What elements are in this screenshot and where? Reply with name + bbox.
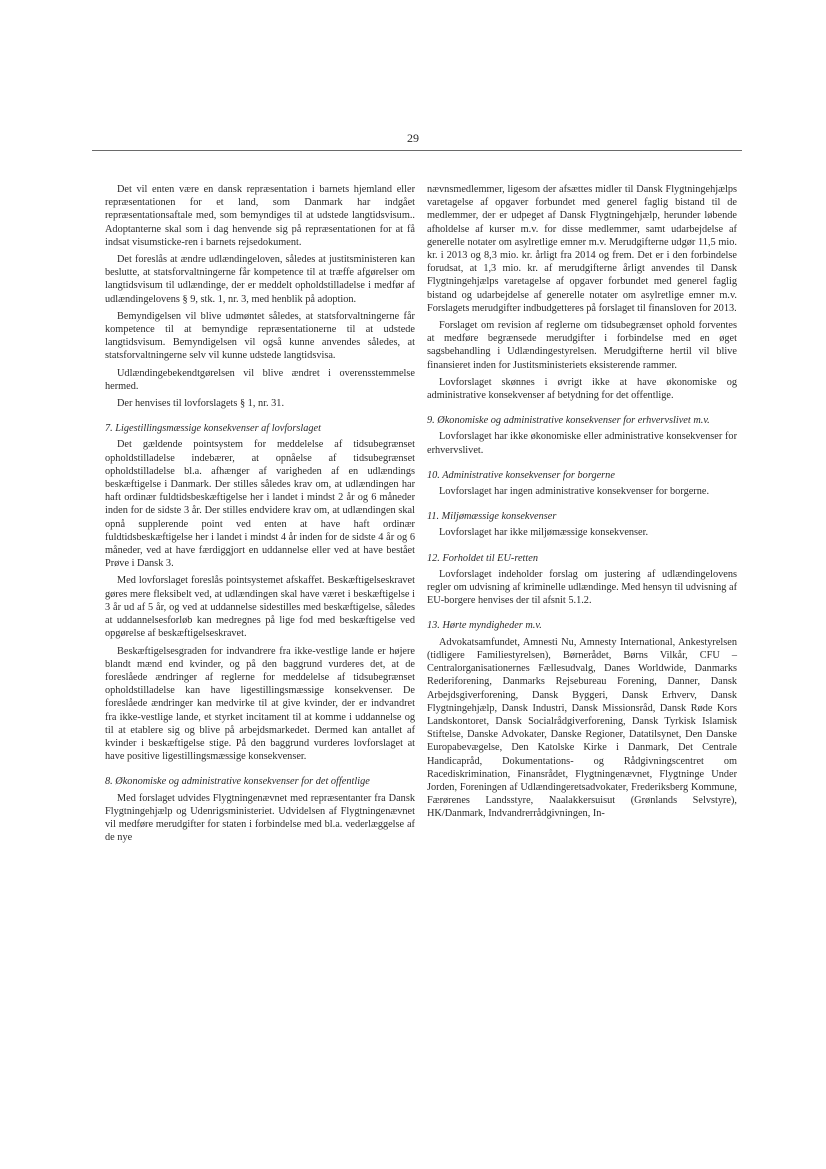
- paragraph: Udlændingebekendtgørelsen vil blive ændret i overensstemmelse hermed.: [105, 367, 415, 392]
- paragraph: Lovforslaget har ingen administrative konsekvenser for borgerne.: [439, 486, 710, 498]
- right-column: [427, 183, 737, 825]
- paragraph: Med forslaget udvides Flygtningenævnet med repræsentanter fra Dansk Flygtningehjælp og Udenrigsministeriet. Udvidelsen af Flygtningenævnet vil medføre merudgifter for staten i forbindelse med bl.a. vederlæggelse af de nye: [105, 792, 415, 844]
- paragraph: Lovforslaget indeholder forslag om justering af udlændingelovens regler om udvisning af kriminelle udlændinge. Med hensyn til udvisning af EU-borgere henvises der til afsnit 5.1.2.: [427, 568, 737, 607]
- paragraph: Det foreslås at ændre udlændingeloven, således at justitsministeren kan beslutte, at statsforvaltningerne får kompetence til at træffe afgørelser om langtidsvisum til udlændinge, der er meddelt opholdstilladelse i medfør af udlændingelovens § 9, stk. 1, nr. 3, med henblik på adoption.: [105, 254, 415, 305]
- section-heading: 8. Økonomiske og administrative konsekvenser for det offentlige: [105, 776, 370, 788]
- paragraph: Advokatsamfundet, Amnesti Nu, Amnesty International, Ankestyrelsen (tidligere Familiestyrelsen), Børnerådet, Børns Vilkår, CFU – Centralorganisationernes Fællesudvalg, Danes Worldwide, Danmarks Rederiforening, Danmarks Rejsebureau Forening, Danner, Dansk Arbejdsgiverforening, Dansk Byggeri, Dansk Erhverv, Dansk Flygtningehjælp, Dansk Industri, Dansk Missionsråd, Dansk Røde Kors Landskontoret, Dansk Socialrådgiverforening, Dansk Tyrkisk Islamisk Stiftelse, Danske Advokater, Danske Regioner, Datatilsynet, Den Danske Europabevægelse, Den Katolske Kirke i Danmark, Det Centrale Handicapråd, Dokumentations- og Rådgivningscentret om Racediskrimination, Finansrådet, Flygtningenævnet, Flygtninge Under Jorden, Foreningen af Udlændingeretsadvokater, Frederiksberg Kommune, Færørenes Landsstyre, Naalakkersuisut (Grønlands Selvstyre), HK/Danmark, Indvandrerrådgivningen, In-: [427, 636, 737, 820]
- page-number: 29: [407, 131, 419, 145]
- paragraph: Beskæftigelsesgraden for indvandrere fra ikke-vestlige lande er højere blandt mænd end kvinder, og på den baggrund vurderes det, at de foreslåede ændringer af reglerne for meddelelse af tidsubegrænset opholdstilladelse kan have ligestillingsmæssige konsekvenser. De foreslåede ændringer kan medvirke til at give kvinder, der er indvandret fra ikke-vestlige lande, et styrket incitament til at komme i uddannelse og til at etablere sig og blive på arbejdsmarkedet. Dermed kan antallet af kvinder i beskæftigelse stige. På den baggrund vurderes lovforslaget at have positive ligestillingsmæssige konsekvenser.: [105, 645, 415, 763]
- paragraph: Med lovforslaget foreslås pointsystemet afskaffet. Beskæftigelseskravet gøres mere fleksibelt ved, at udlændingen skal have været i beskæftigelse i 3 år ud af 5 år, og ved at uddannelse sidestilles med beskæftigelse, således at uddannelsesforløb kan medregnes på lige fod med beskæftigelse ved opgørelse af beskæftigelseskravet.: [105, 575, 415, 640]
- paragraph: Forslaget om revision af reglerne om tidsubegrænset ophold forventes at medføre begrænsede merudgifter i forbindelse med en øget sagsbehandling i Udlændingestyrelsen. Merudgifterne hertil vil blive finansieret inden for Justitsministeriets eksisterende rammer.: [427, 320, 737, 371]
- section-heading: 10. Administrative konsekvenser for borgerne: [427, 469, 615, 481]
- section-heading: 7. Ligestillingsmæssige konsekvenser af lovforslaget: [105, 423, 321, 435]
- section-heading: 12. Forholdet til EU-retten: [427, 552, 538, 564]
- paragraph: Lovforslaget har ikke økonomiske eller administrative konsekvenser for erhvervslivet.: [427, 431, 737, 456]
- left-column: [105, 183, 415, 848]
- section-heading: 11. Miljømæssige konsekvenser: [427, 511, 557, 523]
- paragraph: Der henvises til lovforslagets § 1, nr. 31.: [117, 398, 285, 410]
- paragraph: Det gældende pointsystem for meddelelse af tidsubegrænset opholdstilladelse indebærer, at opnåelse af tidsubegrænset opholdstilladelse bl.a. afhænger af varigheden af en udlændings beskæftigelse i Danmark. Der stilles således krav om, at udlændingen har haft ordinær fuldtidsbeskæftigelse her i landet i mindst 2 år og 6 måneder inden for de sidste 3 år. Der stilles endvidere krav om, at udlændingen skal opnå supplerende point ved enten at have haft ordinær fuldtidsbeskæftigelse her i landet i mindst 4 år inden for de sidste 4 år og 6 måneder, ved at have færdiggjort en uddannelse eller ved at have bestået Prøve i Dansk 3.: [105, 439, 415, 570]
- paragraph: Det vil enten være en dansk repræsentation i barnets hjemland eller repræsentationen for et land, som Danmark har indgået repræsentationsaftale med, som bemyndiges til at udstede langtidsvisum.. Adoptanterne skal som i dag henvende sig på repræsentationen for at få indsat visumsticke-ren i barnets rejsedokument.: [105, 184, 415, 248]
- section-heading: 13. Hørte myndigheder m.v.: [427, 620, 542, 632]
- section-heading: 9. Økonomiske og administrative konsekvenser for erhvervslivet m.v.: [427, 415, 710, 427]
- paragraph: nævnsmedlemmer, ligesom der afsættes midler til Dansk Flygtningehjælps varetagelse af opgaver forbundet med generel faglig bistand til de medlemmer, der er udpeget af Dansk Flygtningehjælp, herunder løbende afholdelse af kurser m.v. for disse medlemmer, samt udarbejdelse af generelle notater om asylretlige emner m.v. Merudgifterne udgør 11,5 mio. kr. i 2013 og 8,3 mio. kr. årligt fra 2014 og frem. Det er i den forbindelse forudsat, at 1,3 mio. kr. af merudgifterne årligt anvendes til Dansk Flygtningehjælps varetagelse af opgaver forbundet med generel faglig bistand og udarbejdelse af generelle notater om asylretlige emner m.v. Forslagets merudgifter indbudgetteres på forslaget til finansloven for 2013.: [427, 184, 737, 314]
- paragraph: Bemyndigelsen vil blive udmøntet således, at statsforvaltningerne får kompetence til at bemyndige repræsentationerne til at udstede langtidsvisum. Bemyndigelsen vil også kunne anvendes således, at statsforvaltningerne selv vil kunne udstede langtidsvisa.: [105, 310, 415, 362]
- paragraph: Lovforslaget skønnes i øvrigt ikke at have økonomiske og administrative konsekvenser af betydning for det offentlige.: [427, 376, 737, 402]
- paragraph: Lovforslaget har ikke miljømæssige konsekvenser.: [439, 527, 649, 539]
- header-rule: [92, 150, 742, 151]
